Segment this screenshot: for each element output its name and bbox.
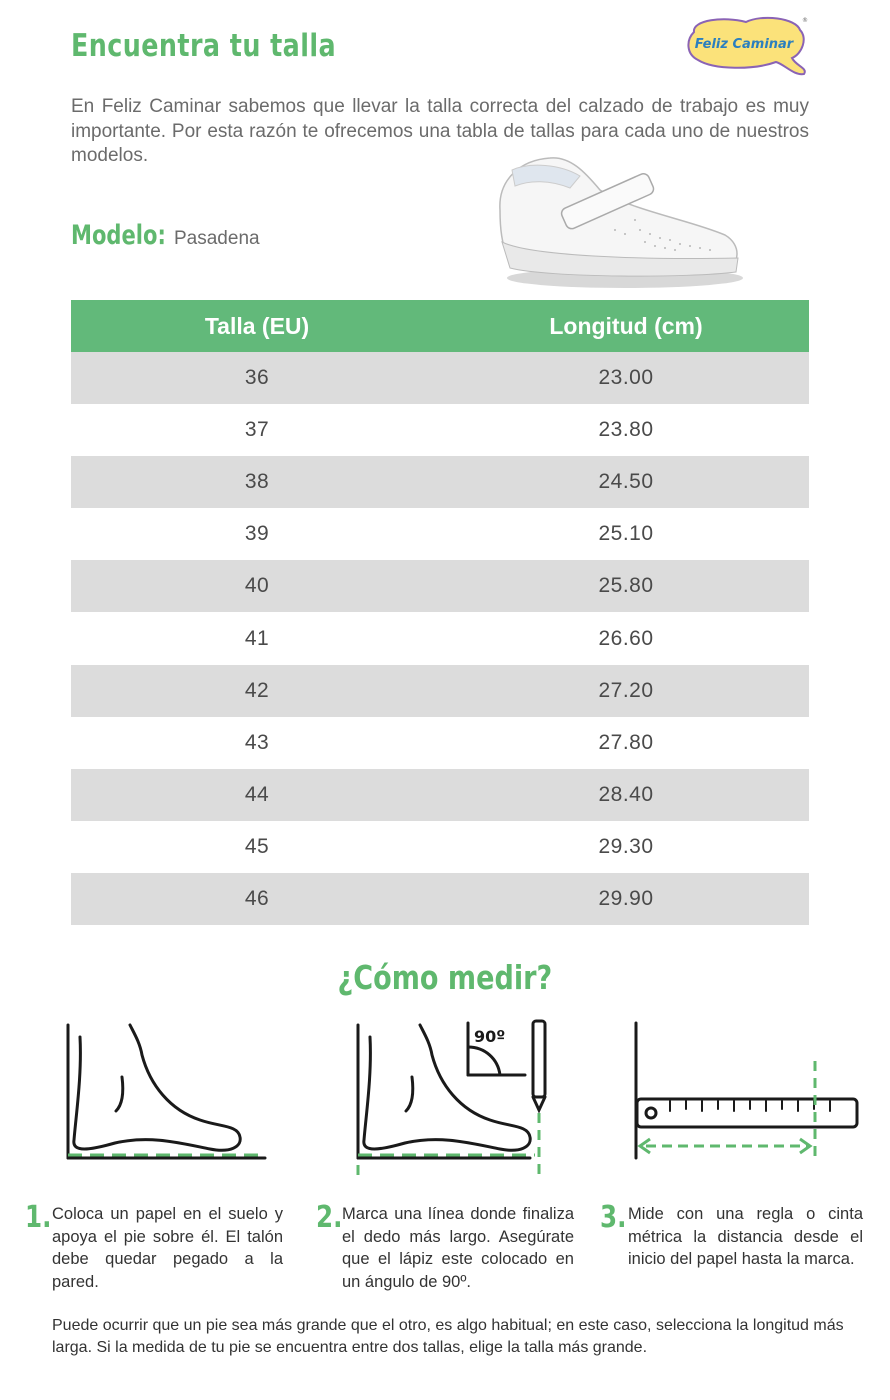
step-2-text: Marca una línea donde finaliza el dedo más largo. Asegúrate que el lápiz este colocado en un ángulo de 90º. — [342, 1205, 574, 1291]
step-2-number: 2. — [316, 1200, 343, 1235]
intro-text: En Feliz Caminar sabemos que llevar la talla correcta del calzado de trabajo es muy importante. Por esta razón te ofrecemos una tabla de tallas para cada uno de nuestros modelos. — [71, 96, 809, 166]
feliz-caminar-logo — [684, 14, 810, 84]
table-row — [71, 560, 809, 612]
table-row — [71, 612, 809, 664]
length-cell: 25.80 — [598, 574, 654, 598]
length-cell: 24.50 — [598, 470, 654, 494]
angle-label: 90º — [474, 1027, 506, 1046]
length-cell: 23.00 — [598, 366, 654, 390]
length-cell: 23.80 — [598, 418, 654, 442]
size-cell: 46 — [244, 886, 270, 910]
length-cell: 26.60 — [598, 626, 654, 650]
length-cell: 29.90 — [598, 886, 654, 910]
size-table — [71, 300, 809, 925]
length-cell: 27.20 — [598, 678, 654, 702]
table-row — [71, 404, 809, 456]
size-cell: 44 — [244, 782, 270, 806]
table-row — [71, 873, 809, 925]
length-cell: 28.40 — [598, 782, 654, 806]
step-1-text: Coloca un papel en el suelo y apoya el pie sobre él. El talón debe quedar pegado a la pared. — [52, 1205, 283, 1291]
svg-text:Feliz Caminar: Feliz Caminar — [694, 37, 794, 52]
step-3-text: Mide con una regla o cinta métrica la distancia desde el inicio del papel hasta la marca. — [628, 1205, 863, 1268]
step-1-number: 1. — [25, 1200, 52, 1235]
table-row — [71, 456, 809, 508]
foot-mark-pencil-icon — [350, 1015, 560, 1180]
model-label: Modelo: — [71, 220, 166, 251]
size-cell: 37 — [244, 418, 270, 442]
size-cell: 38 — [244, 470, 270, 494]
shoe-image — [490, 150, 745, 295]
table-row — [71, 717, 809, 769]
how-to-measure-title — [0, 958, 890, 997]
table-row — [71, 508, 809, 560]
step-3-number: 3. — [600, 1200, 627, 1235]
table-row — [71, 352, 809, 404]
size-cell: 39 — [244, 522, 270, 546]
size-cell: 45 — [244, 834, 270, 858]
page-title: Encuentra tu talla — [71, 28, 337, 64]
length-cell: 25.10 — [598, 522, 654, 546]
model-value: Pasadena — [174, 228, 260, 249]
footer-note: Puede ocurrir que un pie sea más grande que el otro, es algo habitual; en este caso, selecciona la longitud más larga. Si la medida de tu pie se encuentra entre dos tallas, elige la talla más grande. — [52, 1317, 844, 1356]
table-header — [71, 300, 809, 352]
size-cell: 41 — [244, 626, 270, 650]
foot-on-paper-icon — [60, 1015, 270, 1165]
header-length: Longitud (cm) — [549, 312, 703, 339]
how-to-measure-title-text: ¿Cómo medir? — [337, 958, 553, 997]
length-cell: 29.30 — [598, 834, 654, 858]
size-cell: 43 — [244, 730, 270, 754]
size-cell: 42 — [244, 678, 270, 702]
table-row — [71, 821, 809, 873]
size-cell: 36 — [244, 366, 270, 390]
header-size: Talla (EU) — [204, 312, 310, 339]
size-cell: 40 — [244, 574, 270, 598]
table-row — [71, 769, 809, 821]
table-row — [71, 665, 809, 717]
length-cell: 27.80 — [598, 730, 654, 754]
ruler-measure-icon — [628, 1015, 864, 1165]
svg-text:®: ® — [802, 17, 808, 24]
